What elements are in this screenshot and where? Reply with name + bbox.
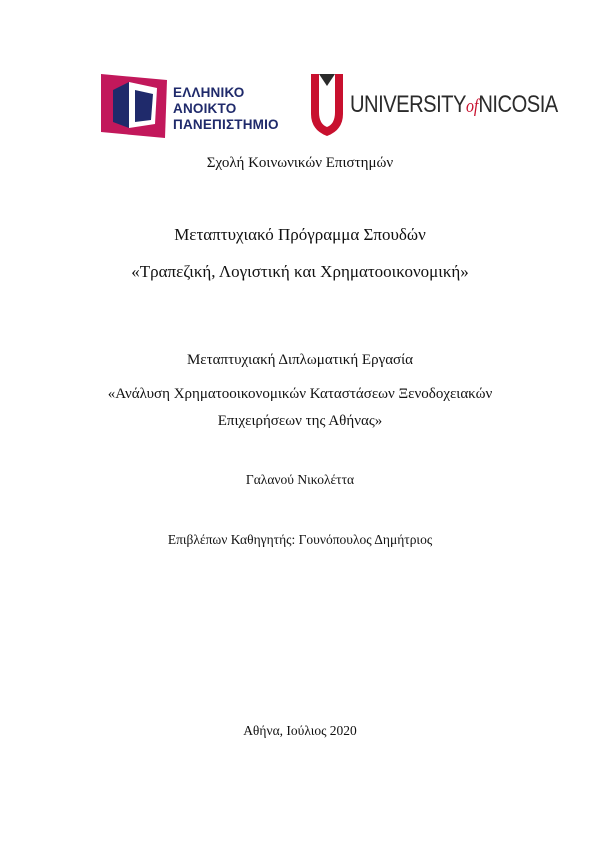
unic-logo-text — [350, 92, 558, 120]
eap-logo-line-3: ΠΑΝΕΠΙΣΤΗΜΙΟ — [173, 117, 279, 132]
place-and-date: Αθήνα, Ιούλιος 2020 — [243, 723, 357, 738]
supervisor: Επιβλέπων Καθηγητής: Γουνόπουλος Δημήτριος — [167, 532, 433, 547]
unic-word-nicosia: NICOSIA — [478, 91, 558, 118]
thesis-type: Μεταπτυχιακή Διπλωματική Εργασία — [186, 352, 414, 368]
eap-logo-text — [173, 85, 279, 133]
university-of-nicosia-logo — [310, 72, 558, 138]
eap-logo-line-2: ΑΝΟΙΚΤΟ — [173, 101, 237, 116]
program-label: Μεταπτυχιακό Πρόγραμμα Σπουδών — [174, 225, 426, 244]
thesis-title-line-1: «Ανάλυση Χρηματοοικονομικών Καταστάσεων Ξενοδοχειακών — [107, 386, 493, 402]
thesis-title-line-2: Επιχειρήσεων της Αθήνας» — [217, 413, 383, 429]
unic-shield-icon — [310, 72, 344, 138]
eap-logo-line-1: ΕΛΛΗΝΙΚΟ — [173, 85, 245, 100]
eap-logo-mark-icon — [99, 72, 169, 140]
unic-word-of: of — [465, 96, 479, 117]
author-name: Γαλανού Νικολέττα — [245, 472, 355, 487]
school-name: Σχολή Κοινωνικών Επιστημών — [206, 155, 394, 171]
program-name: «Τραπεζική, Λογιστική και Χρηματοοικονομική» — [131, 262, 469, 281]
hellenic-open-university-logo — [99, 72, 289, 140]
unic-word-university: UNIVERSITY — [350, 91, 466, 118]
